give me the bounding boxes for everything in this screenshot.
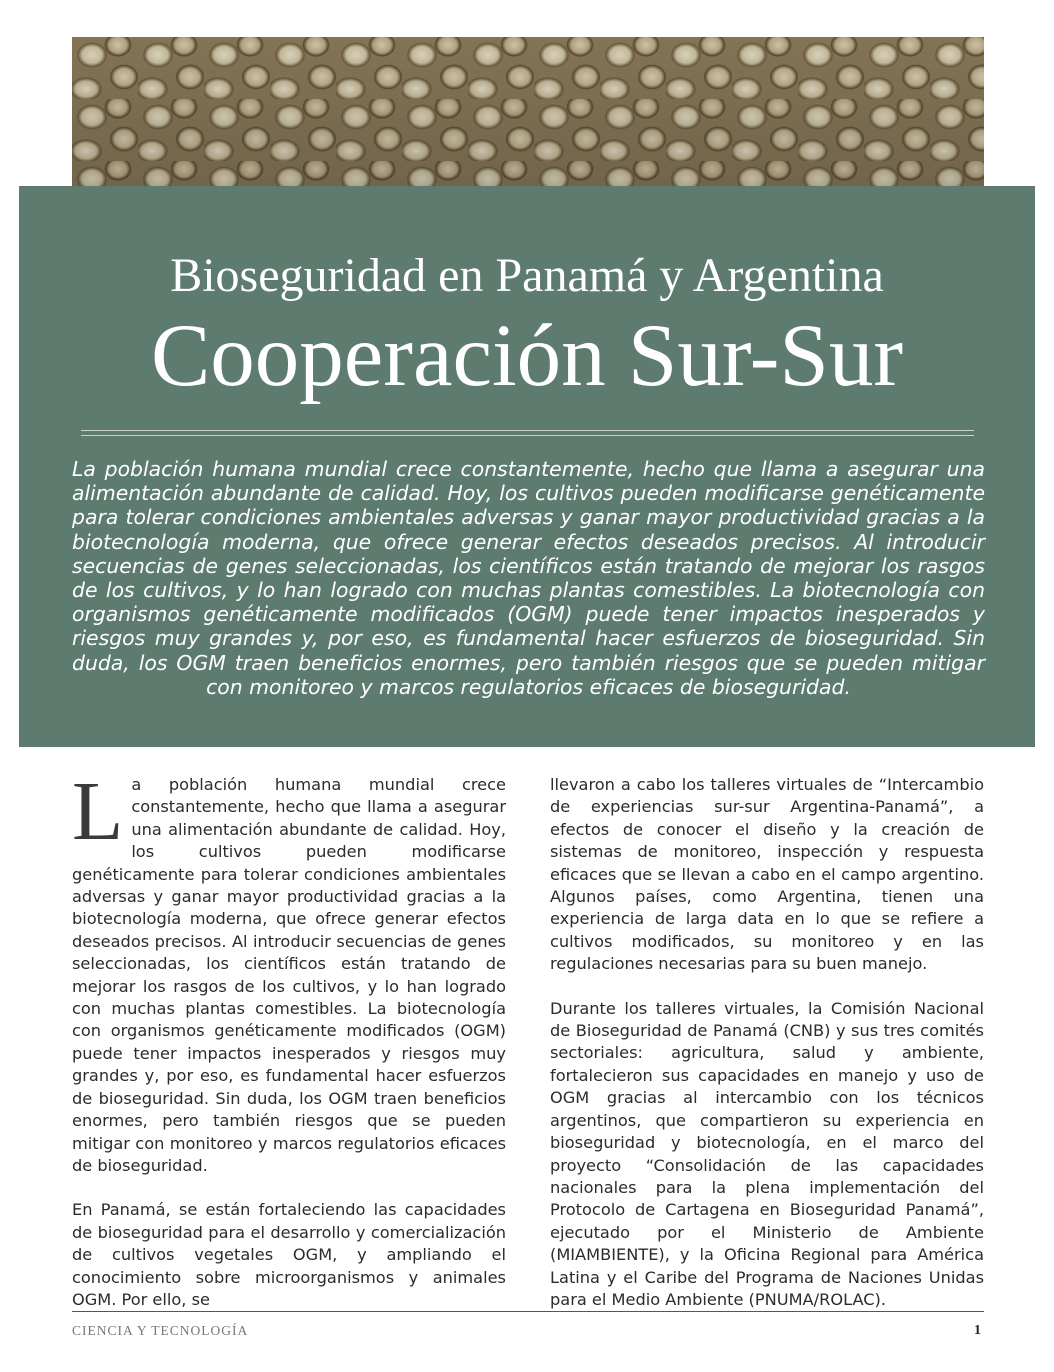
article-lead: La población humana mundial crece constantemente, hecho que llama a asegurar una alimentación abundante de calidad. Hoy, los cultivos pueden modificarse genéticamente para tolerar condiciones ambientales adversas y ganar mayor productividad gracias a la biotecnología moderna, que ofrece generar efectos deseados precisos. Al introducir secuencias de genes seleccionadas, los científicos están tratando de mejorar los rasgos de los cultivos, y lo han logrado con muchas plantas comestibles. La biotecnología con organismos genéticamente modificados (OGM) puede tener impactos inesperados y riesgos muy grandes y, por eso, es fundamental hacer esfuerzos de bioseguridad. Sin duda, los OGM traen beneficios enormes, pero también riesgos que se pueden mitigar con monitoreo y marcos regulatorios eficaces de bioseguridad. <box>72 457 985 699</box>
article-kicker: Bioseguridad en Panamá y Argentina <box>170 249 884 302</box>
body-paragraph-3: Durante los talleres virtuales, la Comisión Nacional de Bioseguridad de Panamá (CNB) y sus tres comités sectoriales: agricultura, salud y ambiente, fortalecieron sus capacidades en manejo y uso de OGM gracias al intercambio con los técnicos argentinos, que compartieron su experiencia en bioseguridad y biotecnología, en el marco del proyecto “Consolidación de las capacidades nacionales para la plena implementación del Protocolo de Cartagena en Bioseguridad Panamá”, ejecutado por el Ministerio de Ambiente (MIAMBIENTE), y la Oficina Regional para América Latina y el Caribe del Programa de Naciones Unidas para el Medio Ambiente (PNUMA/ROLAC). <box>550 998 984 1309</box>
title-panel <box>19 186 1035 747</box>
title-divider <box>81 430 974 436</box>
hero-photo-quinoa-seeds <box>72 37 984 189</box>
body-paragraph-2: En Panamá, se están fortaleciendo las capacidades de bioseguridad para el desarrollo y comercialización de cultivos vegetales OGM, y ampliando el conocimiento sobre microorganismos y animales OGM. Por ello, se <box>72 1200 506 1309</box>
drop-cap: L <box>72 765 124 858</box>
footer-divider <box>72 1311 984 1312</box>
page-number: 1 <box>974 1323 981 1338</box>
footer-section-name: CIENCIA Y TECNOLOGÍA <box>72 1323 249 1338</box>
body-column-left <box>72 765 506 1333</box>
body-paragraph-1-text: a población humana mundial crece constantemente, hecho que llama a asegurar una alimentación abundante de calidad. Hoy, los cultivos pueden modificarse genéticamente para tolerar condiciones ambientales adversas y ganar mayor productividad gracias a la biotecnología moderna, que ofrece generar efectos deseados precisos. Al introducir secuencias de genes seleccionadas, los científicos están tratando de mejorar los rasgos de los cultivos, y lo han logrado con muchas plantas comestibles. La biotecnología con organismos genéticamente modificados (OGM) puede tener impactos inesperados y riesgos muy grandes y, por eso, es fundamental hacer esfuerzos de bioseguridad. Sin duda, los OGM traen beneficios enormes, pero también riesgos que se pueden mitigar con monitoreo y marcos regulatorios eficaces de bioseguridad. <box>72 775 506 1175</box>
article-title: Cooperación Sur-Sur <box>150 307 904 405</box>
body-column-right <box>550 774 984 1333</box>
body-paragraph-1 <box>72 765 506 1177</box>
body-paragraph-2-continued: llevaron a cabo los talleres virtuales de “Intercambio de experiencias sur-sur Argentina-Panamá”, a efectos de conocer el diseño y la creación de sistemas de monitoreo, inspección y respuesta eficaces que se llevan a cabo en el campo argentino. Algunos países, como Argentina, tienen una experiencia de larga data en lo que se refiere a cultivos modificados, su monitoreo y en las regulaciones necesarias para su buen manejo. <box>550 775 984 974</box>
